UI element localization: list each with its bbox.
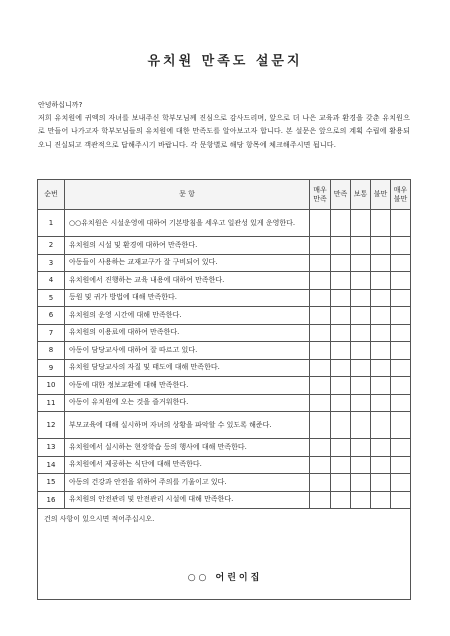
checkbox-cell-dissatisfied[interactable]	[371, 491, 391, 509]
question-text: 유치원의 안전관리 및 안전관리 시설에 대해 만족한다.	[65, 491, 310, 509]
checkbox-cell-very-satisfied[interactable]	[310, 491, 331, 509]
table-row	[38, 359, 411, 377]
checkbox-cell-very-satisfied[interactable]	[310, 272, 331, 290]
comments-box[interactable]	[38, 509, 411, 600]
checkbox-cell-satisfied[interactable]	[331, 237, 351, 255]
question-number: 4	[38, 272, 65, 290]
question-number: 9	[38, 359, 65, 377]
checkbox-cell-very-satisfied[interactable]	[310, 439, 331, 457]
checkbox-cell-very-dissatisfied[interactable]	[391, 439, 411, 457]
page-title: 유치원 만족도 설문지	[147, 54, 303, 69]
question-text: 유치원의 운영 시간에 대해 만족한다.	[65, 307, 310, 325]
checkbox-cell-satisfied[interactable]	[331, 439, 351, 457]
checkbox-cell-dissatisfied[interactable]	[371, 210, 391, 237]
checkbox-cell-very-dissatisfied[interactable]	[391, 210, 411, 237]
question-number: 7	[38, 324, 65, 342]
checkbox-cell-very-satisfied[interactable]	[310, 474, 331, 492]
checkbox-cell-satisfied[interactable]	[331, 474, 351, 492]
checkbox-cell-dissatisfied[interactable]	[371, 456, 391, 474]
checkbox-cell-very-satisfied[interactable]	[310, 307, 331, 325]
question-number: 1	[38, 210, 65, 237]
checkbox-cell-very-dissatisfied[interactable]	[391, 491, 411, 509]
question-number: 6	[38, 307, 65, 325]
checkbox-cell-very-dissatisfied[interactable]	[391, 272, 411, 290]
question-number: 14	[38, 456, 65, 474]
checkbox-cell-very-dissatisfied[interactable]	[391, 307, 411, 325]
question-text: 아동이 담당교사에 대하여 잘 따르고 있다.	[65, 342, 310, 360]
checkbox-cell-very-satisfied[interactable]	[310, 254, 331, 272]
checkbox-cell-satisfied[interactable]	[331, 491, 351, 509]
table-row	[38, 342, 411, 360]
checkbox-cell-satisfied[interactable]	[331, 324, 351, 342]
checkbox-cell-satisfied[interactable]	[331, 210, 351, 237]
checkbox-cell-average[interactable]	[351, 210, 371, 237]
question-text: 유치원에서 진행하는 교육 내용에 대하여 만족한다.	[65, 272, 310, 290]
checkbox-cell-satisfied[interactable]	[331, 394, 351, 412]
checkbox-cell-very-dissatisfied[interactable]	[391, 359, 411, 377]
checkbox-cell-dissatisfied[interactable]	[371, 324, 391, 342]
table-row	[38, 439, 411, 457]
question-text: 유치원에서 실시하는 현장학습 등의 행사에 대해 만족한다.	[65, 439, 310, 457]
checkbox-cell-average[interactable]	[351, 324, 371, 342]
question-text: 아동이 유치원에 오는 것을 즐거워한다.	[65, 394, 310, 412]
question-number: 16	[38, 491, 65, 509]
intro-body-text: 저희 유치원에 귀엑의 자녀를 보내주신 학부모님께 진심으로 감사드리며, 앞으로 더 나은 교육과 환경을 갖춘 유치원으로 만들어 나가고자 학부모님들의 유치원에 대한 만족도를 알아보고자 합니다. 본 설문은 앞으로의 계획 수립에 활용되오니 진실되고 객관적으로 답해주시기 바랍니다. 각 문항별로 해당 항목에 체크해주시면 됩니다.	[38, 114, 410, 149]
checkbox-cell-very-satisfied[interactable]	[310, 359, 331, 377]
checkbox-cell-dissatisfied[interactable]	[371, 359, 391, 377]
checkbox-cell-average[interactable]	[351, 289, 371, 307]
question-number: 15	[38, 474, 65, 492]
checkbox-cell-very-dissatisfied[interactable]	[391, 237, 411, 255]
table-row	[38, 394, 411, 412]
intro-section	[38, 99, 410, 152]
comments-label: 건의 사항이 있으시면 적어주십시오.	[44, 515, 155, 523]
question-text: 부모교육에 대해 실시하며 자녀의 상황을 파악할 수 있도록 해준다.	[65, 412, 310, 439]
checkbox-cell-satisfied[interactable]	[331, 359, 351, 377]
checkbox-cell-dissatisfied[interactable]	[371, 439, 391, 457]
checkbox-cell-average[interactable]	[351, 237, 371, 255]
table-row	[38, 456, 411, 474]
checkbox-cell-average[interactable]	[351, 394, 371, 412]
checkbox-cell-satisfied[interactable]	[331, 254, 351, 272]
checkbox-cell-very-dissatisfied[interactable]	[391, 342, 411, 360]
question-number: 2	[38, 237, 65, 255]
checkbox-cell-average[interactable]	[351, 254, 371, 272]
table-row	[38, 272, 411, 290]
table-row	[38, 254, 411, 272]
question-text: 아동의 건강과 안전을 위하여 주의를 기울이고 있다.	[65, 474, 310, 492]
checkbox-cell-dissatisfied[interactable]	[371, 237, 391, 255]
checkbox-cell-average[interactable]	[351, 491, 371, 509]
checkbox-cell-very-satisfied[interactable]	[310, 324, 331, 342]
checkbox-cell-dissatisfied[interactable]	[371, 289, 391, 307]
checkbox-cell-very-satisfied[interactable]	[310, 237, 331, 255]
checkbox-cell-satisfied[interactable]	[331, 456, 351, 474]
checkbox-cell-dissatisfied[interactable]	[371, 272, 391, 290]
checkbox-cell-average[interactable]	[351, 272, 371, 290]
table-row	[38, 324, 411, 342]
checkbox-cell-dissatisfied[interactable]	[371, 254, 391, 272]
checkbox-cell-very-satisfied[interactable]	[310, 412, 331, 439]
checkbox-cell-satisfied[interactable]	[331, 307, 351, 325]
checkbox-cell-very-dissatisfied[interactable]	[391, 324, 411, 342]
table-row	[38, 377, 411, 395]
checkbox-cell-satisfied[interactable]	[331, 377, 351, 395]
question-number: 12	[38, 412, 65, 439]
checkbox-cell-dissatisfied[interactable]	[371, 474, 391, 492]
checkbox-cell-very-satisfied[interactable]	[310, 456, 331, 474]
checkbox-cell-very-satisfied[interactable]	[310, 289, 331, 307]
checkbox-cell-very-dissatisfied[interactable]	[391, 394, 411, 412]
question-text: 등원 및 귀가 방법에 대해 만족한다.	[65, 289, 310, 307]
table-row	[38, 307, 411, 325]
checkbox-cell-satisfied[interactable]	[331, 289, 351, 307]
question-number: 3	[38, 254, 65, 272]
survey-table	[37, 179, 411, 600]
checkbox-cell-average[interactable]	[351, 307, 371, 325]
checkbox-cell-average[interactable]	[351, 474, 371, 492]
header-satisfied: 만족	[331, 180, 351, 210]
checkbox-cell-average[interactable]	[351, 359, 371, 377]
question-text: 유치원의 이용료에 대하여 만족한다.	[65, 324, 310, 342]
question-text: 유치원 담당교사의 자질 및 태도에 대해 만족한다.	[65, 359, 310, 377]
question-number: 13	[38, 439, 65, 457]
question-number: 5	[38, 289, 65, 307]
header-average: 보통	[351, 180, 371, 210]
question-text: 유치원의 시설 및 환경에 대하여 만족한다.	[65, 237, 310, 255]
checkbox-cell-average[interactable]	[351, 439, 371, 457]
checkbox-cell-very-dissatisfied[interactable]	[391, 412, 411, 439]
checkbox-cell-very-satisfied[interactable]	[310, 342, 331, 360]
checkbox-cell-very-dissatisfied[interactable]	[391, 474, 411, 492]
checkbox-cell-very-satisfied[interactable]	[310, 210, 331, 237]
table-row	[38, 474, 411, 492]
checkbox-cell-satisfied[interactable]	[331, 272, 351, 290]
question-text: 유치원에서 제공하는 식단에 대해 만족한다.	[65, 456, 310, 474]
checkbox-cell-dissatisfied[interactable]	[371, 342, 391, 360]
checkbox-cell-dissatisfied[interactable]	[371, 412, 391, 439]
question-text: 아동에 대한 정보교환에 대해 만족한다.	[65, 377, 310, 395]
table-row	[38, 237, 411, 255]
question-number: 10	[38, 377, 65, 395]
question-text: ○○유치원은 시설운영에 대하여 기본방침을 세우고 일관성 있게 운영한다.	[65, 210, 310, 237]
checkbox-cell-dissatisfied[interactable]	[371, 307, 391, 325]
header-num: 순번	[38, 180, 65, 210]
header-dissatisfied: 불만	[371, 180, 391, 210]
table-row	[38, 210, 411, 237]
checkbox-cell-very-dissatisfied[interactable]	[391, 456, 411, 474]
header-very-dissatisfied: 매우 불만	[391, 180, 411, 210]
header-very-satisfied: 매우 만족	[310, 180, 331, 210]
question-text: 아동들이 사용하는 교재교구가 잘 구비되어 있다.	[65, 254, 310, 272]
checkbox-cell-very-dissatisfied[interactable]	[391, 289, 411, 307]
checkbox-cell-satisfied[interactable]	[331, 342, 351, 360]
checkbox-cell-average[interactable]	[351, 342, 371, 360]
checkbox-cell-average[interactable]	[351, 456, 371, 474]
checkbox-cell-satisfied[interactable]	[331, 412, 351, 439]
checkbox-cell-very-dissatisfied[interactable]	[391, 377, 411, 395]
question-number: 11	[38, 394, 65, 412]
checkbox-cell-dissatisfied[interactable]	[371, 377, 391, 395]
checkbox-cell-very-dissatisfied[interactable]	[391, 254, 411, 272]
table-header-row	[38, 180, 411, 210]
footer-org-name: ○○ 어린이집	[187, 573, 263, 583]
header-question: 문 항	[65, 180, 310, 210]
checkbox-cell-average[interactable]	[351, 412, 371, 439]
checkbox-cell-very-satisfied[interactable]	[310, 394, 331, 412]
checkbox-cell-average[interactable]	[351, 377, 371, 395]
greeting-text: 안녕하십니까?	[38, 101, 83, 109]
table-row	[38, 289, 411, 307]
checkbox-cell-dissatisfied[interactable]	[371, 394, 391, 412]
checkbox-cell-very-satisfied[interactable]	[310, 377, 331, 395]
question-number: 8	[38, 342, 65, 360]
table-row	[38, 412, 411, 439]
comments-row	[38, 509, 411, 600]
table-row	[38, 491, 411, 509]
